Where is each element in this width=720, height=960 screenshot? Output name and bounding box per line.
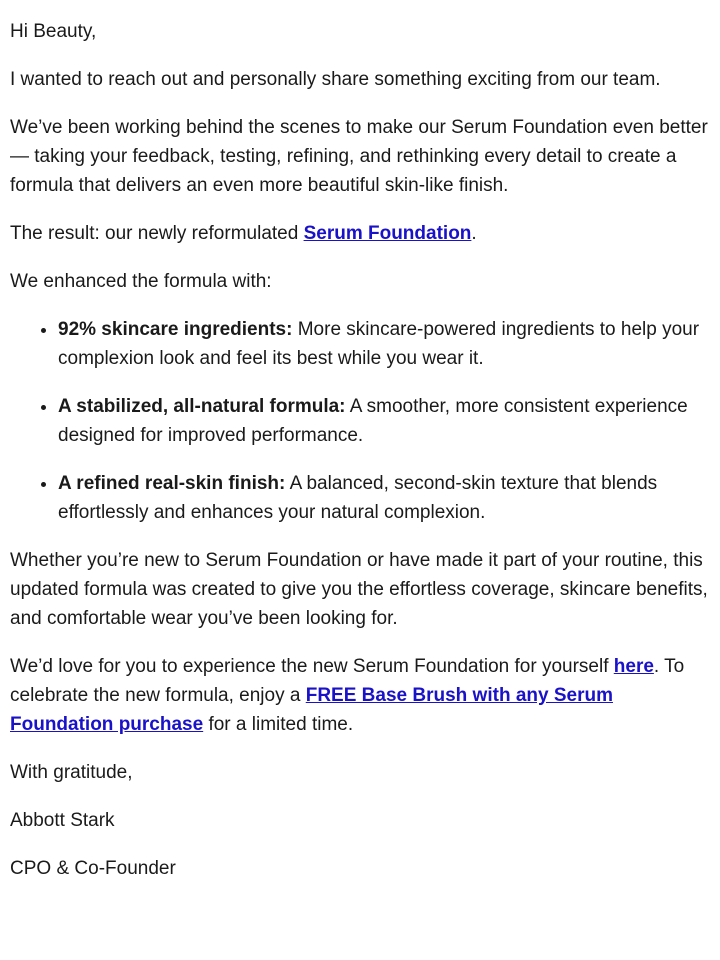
whether-paragraph: Whether you’re new to Serum Foundation or have made it part of your routine, this updated formula was created to give you the effortless coverage, skincare benefits, and comfortable wear you’ve been looking for. (10, 550, 708, 629)
offer-prefix: We’d love for you to experience the new Serum Foundation for yourself (10, 656, 614, 677)
result-suffix: . (471, 223, 477, 244)
feature-list (10, 315, 710, 527)
offer-middle: . To celebrate the new formula, enjoy a (10, 656, 685, 706)
offer-suffix: for a limited time. (203, 714, 354, 735)
behind-scenes-paragraph: We’ve been working behind the scenes to make our Serum Foundation even better — taking your feedback, testing, refining, and rethinking every detail to create a formula that delivers an even more beautiful skin-like finish. (10, 117, 708, 196)
result-prefix: The result: our newly reformulated (10, 223, 304, 244)
here-link[interactable]: here (613, 656, 654, 677)
feature-title: A stabilized, all-natural formula: (58, 396, 346, 417)
free-brush-offer-link[interactable]: FREE Base Brush with any Serum Foundation purchase (10, 685, 613, 735)
feature-title: 92% skincare ingredients: (58, 319, 293, 340)
feature-item (58, 392, 710, 450)
enhanced-intro: We enhanced the formula with: (10, 271, 272, 292)
signature-title: CPO & Co-Founder (10, 858, 176, 879)
feature-item (58, 469, 710, 527)
offer-paragraph (10, 652, 710, 739)
feature-text: A balanced, second-skin texture that blends effortlessly and enhances your natural complexion. (58, 473, 658, 523)
signature-name: Abbott Stark (10, 810, 115, 831)
closing: With gratitude, (10, 762, 133, 783)
feature-text: More skincare-powered ingredients to help your complexion look and feel its best while you wear it. (58, 319, 700, 369)
feature-text: A smoother, more consistent experience designed for improved performance. (58, 396, 688, 446)
feature-item (58, 315, 710, 373)
greeting: Hi Beauty, (10, 21, 97, 42)
serum-foundation-link[interactable]: Serum Foundation (303, 223, 472, 244)
result-paragraph (10, 219, 710, 248)
feature-title: A refined real-skin finish: (58, 473, 286, 494)
intro-paragraph: I wanted to reach out and personally share something exciting from our team. (10, 69, 661, 90)
